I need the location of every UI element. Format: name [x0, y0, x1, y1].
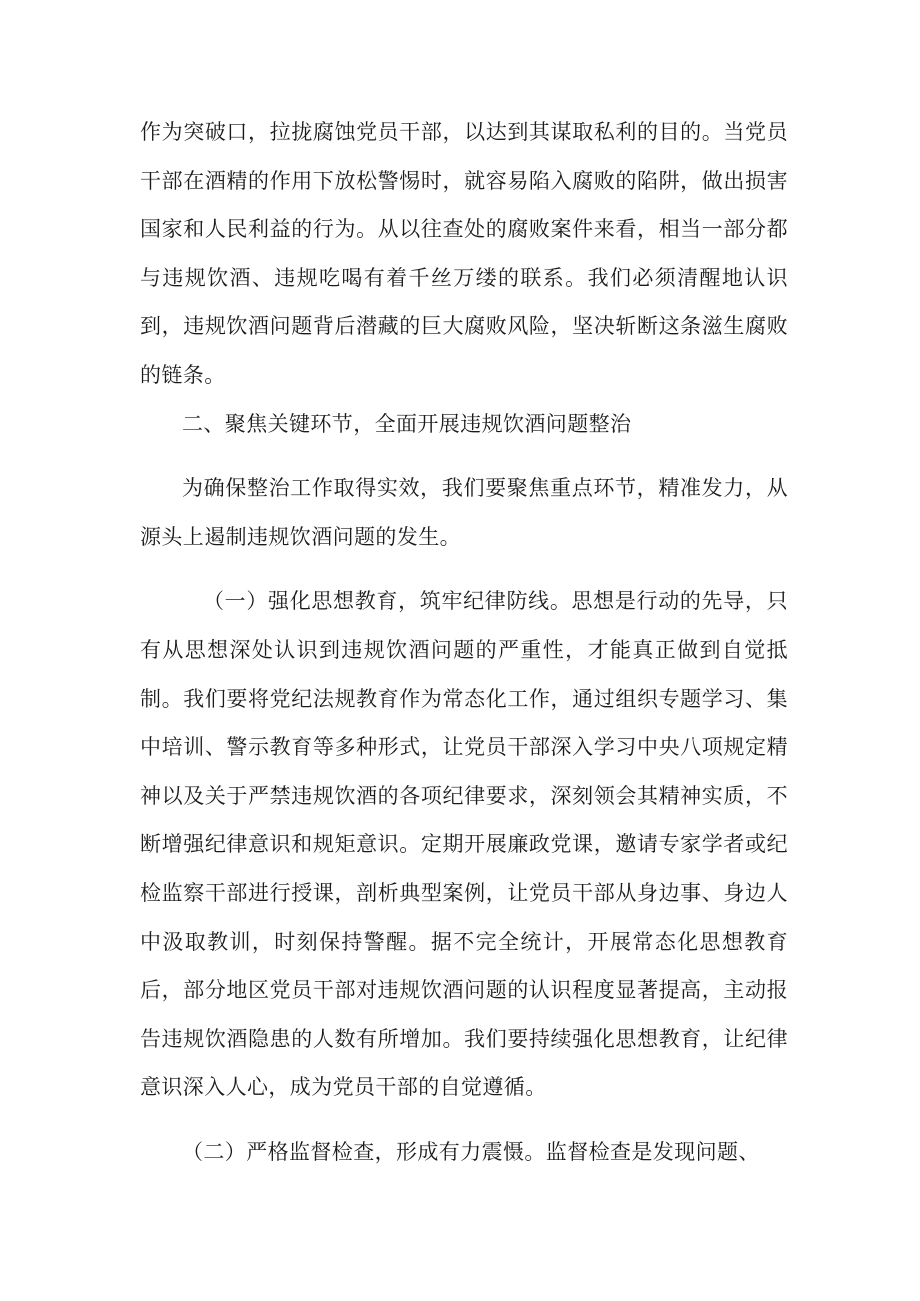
paragraph-subsection-1: （一）强化思想教育，筑牢纪律防线。思想是行动的先导，只有从思想深处认识到违规饮酒问题的严重性，才能真正做到自觉抵制。我们要将党纪法规教育作为常态化工作，通过组织专题学习、集中培训、警示教育等多种形式，让党员干部深入学习中央八项规定精神以及关于严禁违规饮酒的各项纪律要求，深刻领会其精神实质，不断增强纪律意识和规矩意识。定期开展廉政党课，邀请专家学者或纪检监察干部进行授课，剖析典型案例，让党员干部从身边事、身边人中汲取教训，时刻保持警醒。据不完全统计，开展常态化思想教育后，部分地区党员干部对违规饮酒问题的认识程度显著提高，主动报告违规饮酒隐患的人数有所增加。我们要持续强化思想教育，让纪律意识深入人心，成为党员干部的自觉遵循。	[140, 589, 788, 1100]
paragraph-continuation: 作为突破口，拉拢腐蚀党员干部，以达到其谋取私利的目的。当党员干部在酒精的作用下放松警惕时，就容易陷入腐败的陷阱，做出损害国家和人民利益的行为。从以往查处的腐败案件来看，相当一部分都与违规饮酒、违规吃喝有着千丝万缕的联系。我们必须清醒地认识到，违规饮酒问题背后潜藏的巨大腐败风险，坚决斩断这条滋生腐败的链条。	[140, 120, 788, 387]
document-body	[140, 108, 788, 1176]
paragraph-subsection-2: （二）严格监督检查，形成有力震慑。监督检查是发现问题、	[182, 1139, 760, 1164]
paragraph-intro: 为确保整治工作取得实效，我们要聚焦重点环节，精准发力，从源头上遏制违规饮酒问题的发生。	[140, 476, 788, 549]
section-heading: 二、聚焦关键环节，全面开展违规饮酒问题整治	[182, 411, 632, 436]
